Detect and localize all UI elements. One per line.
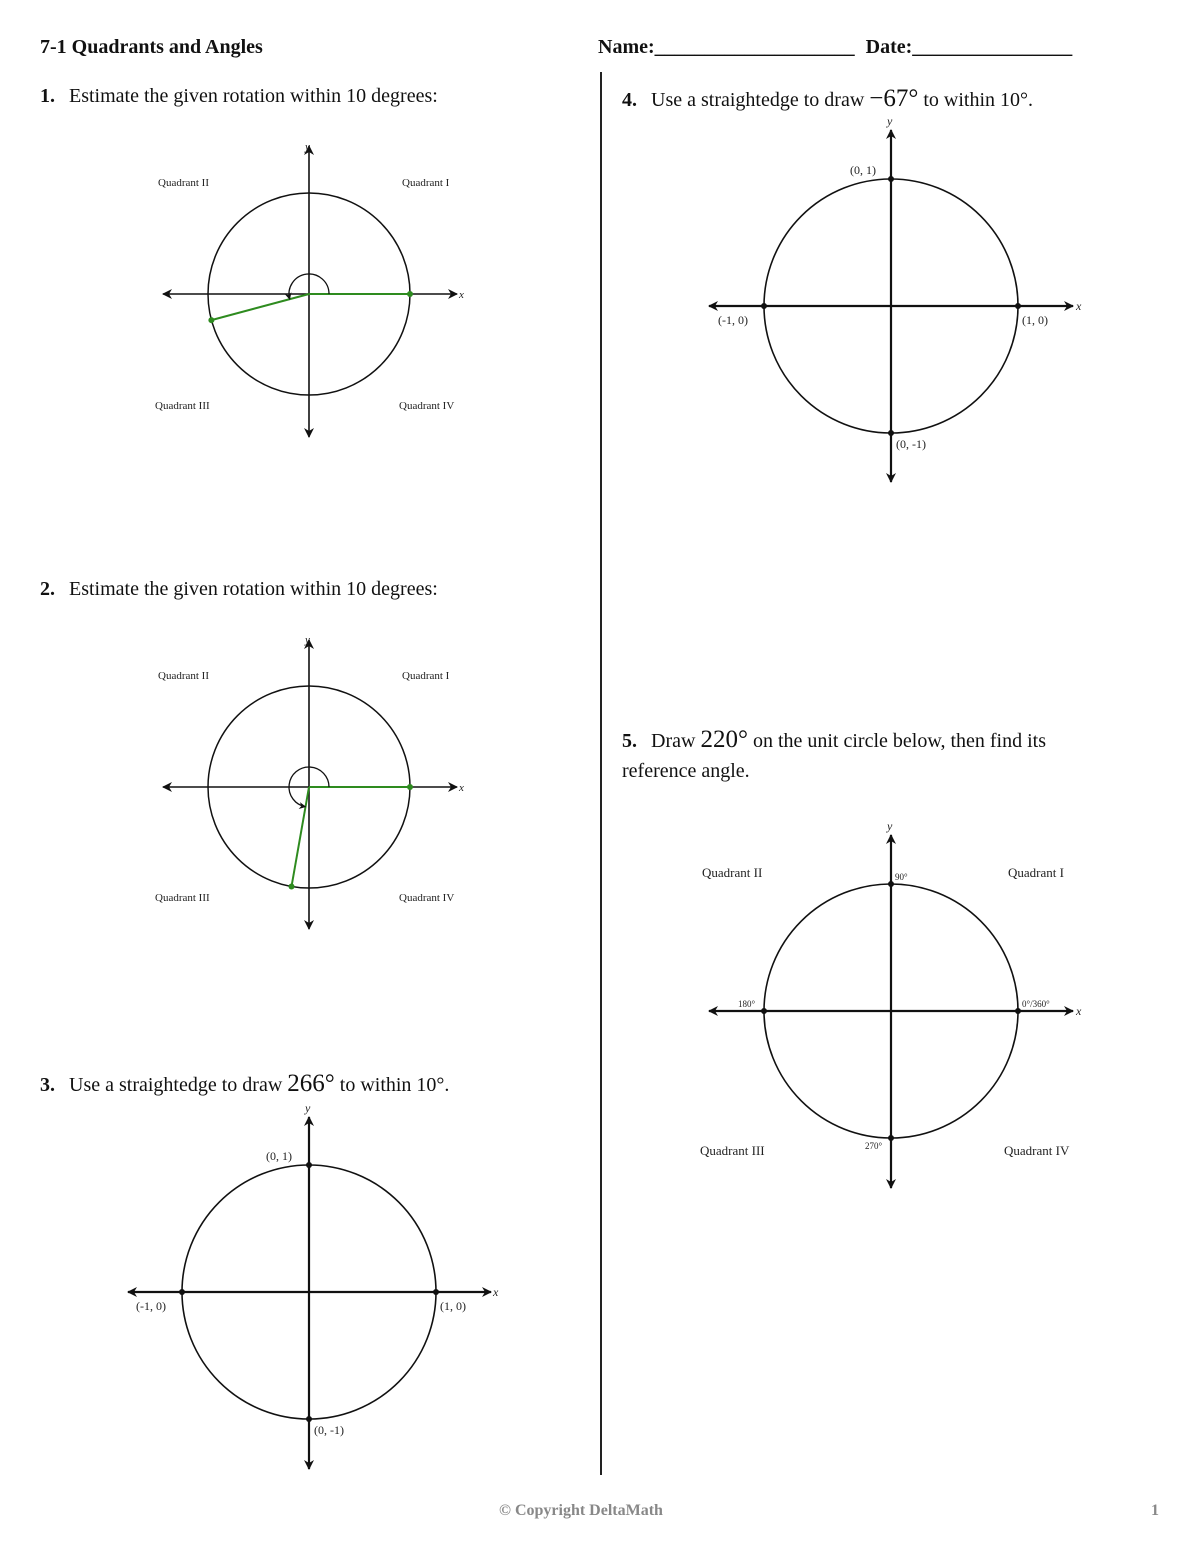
- fig3-point-bottom: [306, 1416, 312, 1422]
- fig5-point-left: [761, 1008, 767, 1014]
- question-2-text: Estimate the given rotation within 10 degrees:: [69, 578, 438, 600]
- fig2-terminal-ray: [292, 787, 310, 887]
- fig4-label-left: (-1, 0): [718, 313, 748, 327]
- fig4-y-label: y: [887, 114, 893, 128]
- fig3-label-top: (0, 1): [266, 1149, 292, 1163]
- fig3-unit-circle-group[interactable]: [128, 1101, 499, 1469]
- fig5-quadrant-1-label: Quadrant I: [1008, 865, 1064, 880]
- fig5-unit-circle-group[interactable]: [700, 819, 1082, 1188]
- fig5-point-right: [1015, 1008, 1021, 1014]
- fig1-quadrant-4-label: Quadrant IV: [399, 400, 455, 412]
- fig3-label-right: (1, 0): [440, 1299, 466, 1313]
- name-label: Name:: [598, 36, 655, 58]
- question-5-number: 5.: [622, 730, 637, 752]
- fig3-point-right: [433, 1289, 439, 1295]
- question-5-angle: 220°: [700, 726, 748, 753]
- fig4-label-bottom: (0, -1): [896, 437, 926, 451]
- fig4-label-top: (0, 1): [850, 163, 876, 177]
- fig3-point-top: [306, 1162, 312, 1168]
- question-5-text-after: on the unit circle below, then find its: [752, 730, 1047, 752]
- fig2-x-label: x: [459, 782, 464, 794]
- fig2-quadrant-1-label: Quadrant I: [402, 670, 450, 682]
- fig5-quadrant-2-label: Quadrant II: [702, 865, 763, 880]
- fig2-quadrant-4-label: Quadrant IV: [399, 892, 455, 904]
- question-5-text-before: Draw: [651, 730, 696, 752]
- fig5-point-top: [888, 881, 894, 887]
- fig1-y-label: y: [305, 141, 310, 153]
- fig2-quadrant-3-label: Quadrant III: [155, 892, 210, 904]
- question-5: [622, 726, 1046, 754]
- fig3-label-left: (-1, 0): [136, 1299, 166, 1313]
- fig5-y-label: y: [887, 819, 893, 833]
- question-4: [622, 85, 1033, 113]
- fig5-quadrant-3-label: Quadrant III: [700, 1143, 765, 1158]
- fig1-terminal-ray: [211, 294, 309, 320]
- fig3-y-label: y: [305, 1101, 311, 1115]
- question-4-number: 4.: [622, 89, 637, 111]
- fig5-label-90: 90°: [895, 872, 908, 882]
- fig2-initial-point: [407, 784, 413, 790]
- fig2-quadrant-2-label: Quadrant II: [158, 670, 210, 682]
- fig2-y-label: y: [305, 634, 310, 646]
- fig4-point-bottom: [888, 430, 894, 436]
- fig1-terminal-point: [208, 317, 214, 323]
- fig5-point-bottom: [888, 1135, 894, 1141]
- name-blank[interactable]: ____________________: [654, 36, 855, 58]
- fig4-unit-circle-group[interactable]: [709, 114, 1082, 482]
- question-3-angle: 266°: [287, 1070, 335, 1097]
- question-4-text-before: Use a straightedge to draw: [651, 89, 865, 111]
- fig1-quadrant-3-label: Quadrant III: [155, 400, 210, 412]
- fig5-quadrant-4-label: Quadrant IV: [1004, 1143, 1070, 1158]
- fig4-x-label: x: [1076, 299, 1082, 313]
- worksheet-title: 7-1 Quadrants and Angles: [40, 36, 263, 58]
- question-1-number: 1.: [40, 85, 55, 107]
- footer-copyright: © Copyright DeltaMath: [499, 1502, 663, 1519]
- fig5-label-0-360: 0°/360°: [1022, 999, 1050, 1009]
- fig2-terminal-point: [289, 884, 295, 890]
- fig4-label-right: (1, 0): [1022, 313, 1048, 327]
- fig1-circle-group: [155, 141, 464, 437]
- fig3-x-label: x: [493, 1285, 499, 1299]
- fig1-quadrant-1-label: Quadrant I: [402, 177, 450, 189]
- question-3-text-after: to within 10°.: [339, 1074, 450, 1096]
- fig5-x-label: x: [1076, 1004, 1082, 1018]
- fig4-point-right: [1015, 303, 1021, 309]
- fig4-point-left: [761, 303, 767, 309]
- question-4-angle: −67°: [869, 85, 919, 112]
- question-1-text: Estimate the given rotation within 10 degrees:: [69, 85, 438, 107]
- question-3-number: 3.: [40, 1074, 55, 1096]
- question-3-text-before: Use a straightedge to draw: [69, 1074, 283, 1096]
- question-3: [40, 1070, 449, 1098]
- fig1-x-label: x: [459, 289, 464, 301]
- fig1-quadrant-2-label: Quadrant II: [158, 177, 210, 189]
- fig2-circle-group: [155, 634, 464, 929]
- question-4-text-after: to within 10°.: [923, 89, 1034, 111]
- question-5-line-2: reference angle.: [622, 760, 750, 782]
- question-2: [40, 578, 438, 601]
- date-blank[interactable]: ________________: [912, 36, 1073, 58]
- date-label: Date:: [865, 36, 913, 58]
- footer-page-number: 1: [1151, 1502, 1159, 1519]
- question-2-number: 2.: [40, 578, 55, 600]
- fig4-point-top: [888, 176, 894, 182]
- fig3-label-bottom: (0, -1): [314, 1423, 344, 1437]
- fig3-point-left: [179, 1289, 185, 1295]
- fig5-label-270: 270°: [865, 1141, 883, 1151]
- fig5-label-180: 180°: [738, 999, 756, 1009]
- fig1-initial-point: [407, 291, 413, 297]
